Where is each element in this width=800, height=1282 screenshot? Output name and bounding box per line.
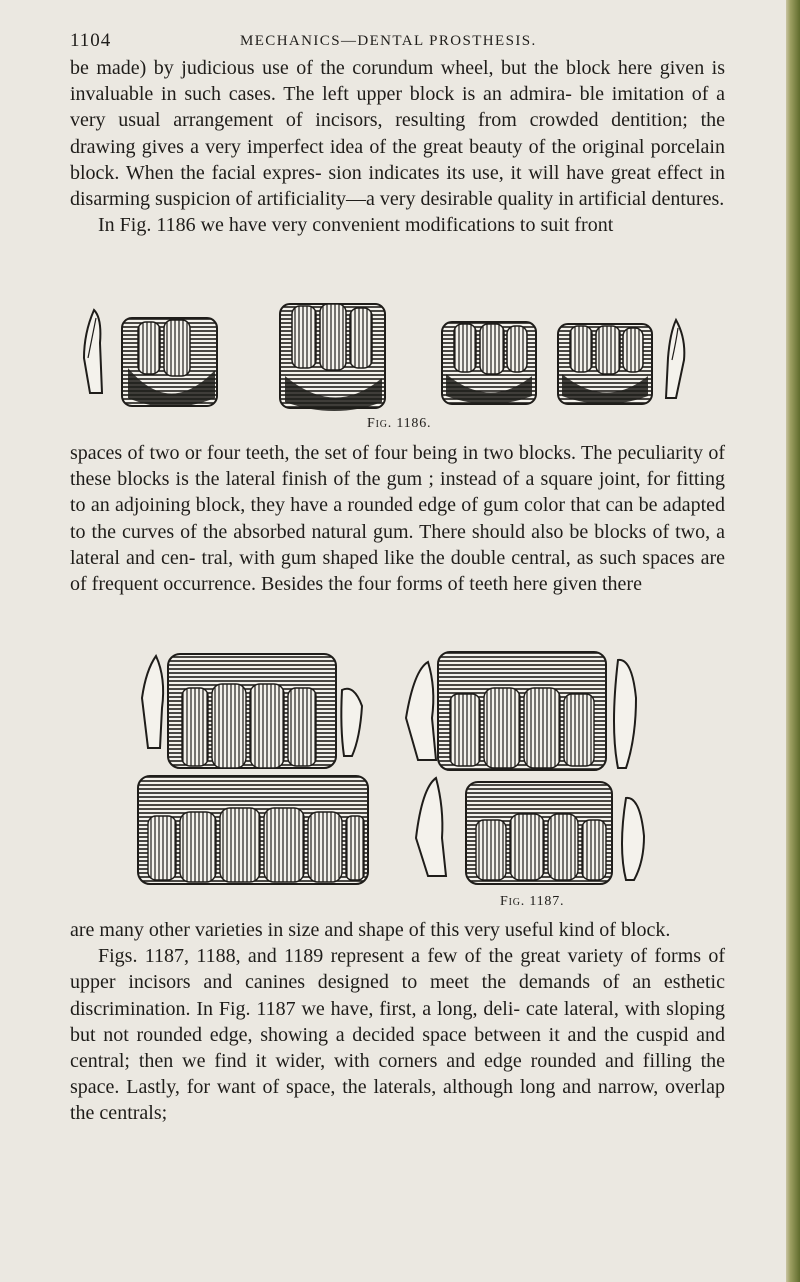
text-block-middle: [70, 440, 725, 597]
tooth-block-2: [280, 304, 385, 411]
paragraph-4: are many other varieties in size and shape of this very useful kind of block.: [70, 919, 671, 941]
paragraph-5: Figs. 1187, 1188, and 1189 represent a few of the great variety of forms of upper incisors and canines designed to meet the demands of an esthetic discrimination. In Fig. 1187 we have, first, a long, deli- cate lateral, with sloping but not rounded edge, showing a decided space between it and the cuspid and central; then we find it wider, with corners and edge rounded and filling the space. Lastly, for want of space, the laterals, although long and narrow, overlap the centrals;: [70, 945, 725, 1125]
figure-1186-caption: Fig. 1186.: [367, 416, 432, 431]
tooth-group-row2-right: [416, 778, 644, 884]
figure-1187-caption: Fig. 1187.: [500, 894, 565, 909]
paragraph-3: spaces of two or four teeth, the set of four being in two blocks. The peculiarity of these blocks is the lateral finish of the gum ; instead of a square joint, for fitting to an adjoining block, they have a rounded edge of gum color that can be adapted to the curves of the absorbed natural gum. There should also be blocks of two, a lateral and cen- tral, with gum shaped like the double central, as such spaces are of frequent occurrence. Besides the four forms of teeth here given there: [70, 442, 725, 596]
tooth-block-4: [558, 324, 652, 404]
figure-1187-illustration: [70, 648, 725, 890]
paragraph-1: be made) by judicious use of the corundum wheel, but the block here given is invaluable in such cases. The left upper block is an admira- ble imitation of a very usual arrangement of incisors, resulting from crowded dentition; the drawing gives a very imperfect idea of the great beauty of the original porcelain block. When the facial expres- sion indicates its use, it will have great effect in disarming suspicion of artificiality—a very desirable quality in artificial dentures.: [70, 57, 725, 211]
page-number: 1104: [70, 30, 112, 51]
page-header: [70, 28, 730, 58]
tooth-group-row1-right: [406, 652, 636, 770]
tooth-profile-right: [666, 320, 684, 398]
figure-1186-illustration: [70, 298, 725, 418]
tooth-group-row1-left: [142, 654, 362, 768]
running-head: MECHANICS—DENTAL PROSTHESIS.: [240, 33, 537, 49]
tooth-profile-left: [84, 310, 102, 393]
figure-1186: [70, 298, 725, 438]
tooth-group-row2-left: [138, 776, 368, 884]
text-block-bottom: [70, 917, 725, 1127]
tooth-block-1: [122, 318, 217, 407]
figure-1187: [70, 648, 725, 918]
page-binding-edge: [786, 0, 800, 1282]
text-block-top: [70, 55, 725, 238]
paragraph-2: In Fig. 1186 we have very convenient modifications to suit front: [98, 214, 614, 237]
tooth-block-3: [442, 322, 536, 404]
